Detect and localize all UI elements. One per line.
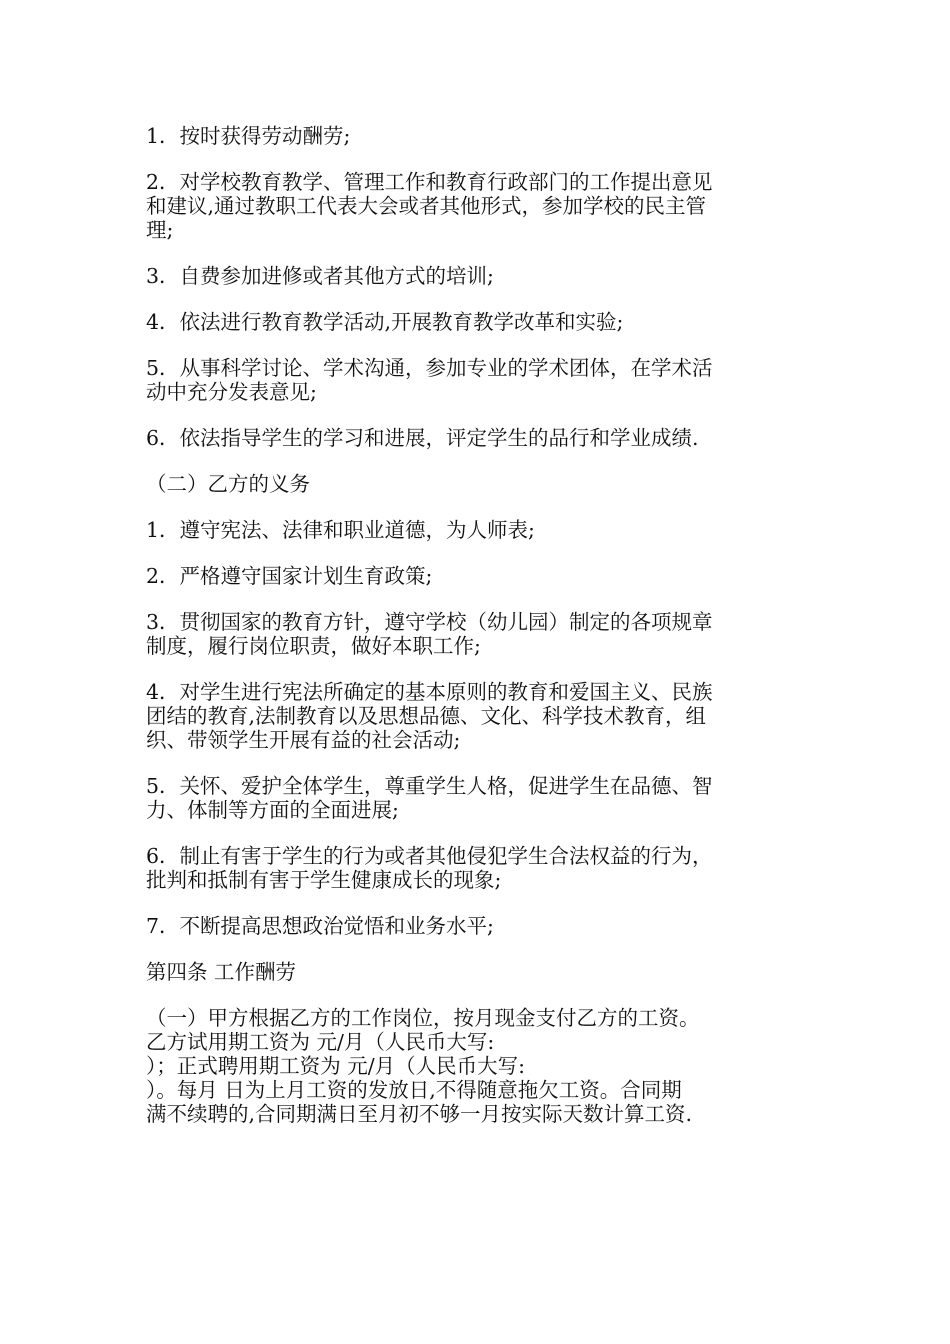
text-line: 乙方试用期工资为 元/月（人民币大写:: [146, 1030, 495, 1054]
paragraph-duty-4: [146, 680, 811, 752]
text-line: 动中充分发表意见;: [146, 380, 317, 404]
document-page: [146, 124, 811, 1126]
text-line: 3．自费参加进修或者其他方式的培训;: [146, 264, 494, 288]
text-line: 1．按时获得劳动酬劳;: [146, 124, 351, 148]
text-line: 5．从事科学讨论、学术沟通，参加专业的学术团体，在学术活: [146, 356, 713, 380]
text-line: 理;: [146, 218, 174, 242]
text-line: 织、带领学生开展有益的社会活动;: [146, 728, 461, 752]
text-line: 3．贯彻国家的教育方针，遵守学校（幼儿园）制定的各项规章: [146, 610, 713, 634]
paragraph-right-1: [146, 124, 811, 148]
section-heading-obligations: [146, 472, 811, 496]
paragraph-right-4: [146, 310, 811, 334]
text-line: 4．对学生进行宪法所确定的基本原则的教育和爱国主义、民族: [146, 680, 713, 704]
paragraph-duty-5: [146, 774, 811, 822]
text-line: 1．遵守宪法、法律和职业道德，为人师表;: [146, 518, 535, 542]
paragraph-duty-6: [146, 844, 811, 892]
text-line: 6．依法指导学生的学习和进展，评定学生的品行和学业成绩.: [146, 426, 699, 450]
article-heading-compensation: [146, 960, 811, 984]
text-line: 4．依法进行教育教学活动,开展教育教学改革和实验;: [146, 310, 624, 334]
text-line: 2．对学校教育教学、管理工作和教育行政部门的工作提出意见: [146, 170, 713, 194]
text-line: ）；正式聘用期工资为 元/月（人民币大写:: [146, 1054, 526, 1078]
text-line: 满不续聘的,合同期满日至月初不够一月按实际天数计算工资.: [146, 1102, 693, 1126]
text-line: （一）甲方根据乙方的工作岗位，按月现金支付乙方的工资。: [146, 1006, 700, 1030]
paragraph-right-2: [146, 170, 811, 242]
text-line: 7．不断提高思想政治觉悟和业务水平;: [146, 914, 494, 938]
paragraph-right-5: [146, 356, 811, 404]
text-line: ）。每月 日为上月工资的发放日,不得随意拖欠工资。合同期: [146, 1078, 682, 1102]
paragraph-right-3: [146, 264, 811, 288]
paragraph-duty-1: [146, 518, 811, 542]
paragraph-duty-2: [146, 564, 811, 588]
text-line: 5．关怀、爱护全体学生，尊重学生人格，促进学生在品德、智: [146, 774, 713, 798]
text-line: 第四条 工作酬劳: [146, 960, 297, 984]
text-line: 力、体制等方面的全面进展;: [146, 798, 399, 822]
text-line: （二）乙方的义务: [146, 472, 310, 496]
paragraph-right-6: [146, 426, 811, 450]
text-line: 2．严格遵守国家计划生育政策;: [146, 564, 433, 588]
text-line: 批判和抵制有害于学生健康成长的现象;: [146, 868, 502, 892]
text-line: 和建议,通过教职工代表大会或者其他形式，参加学校的民主管: [146, 194, 707, 218]
text-line: 6．制止有害于学生的行为或者其他侵犯学生合法权益的行为，: [146, 844, 713, 868]
text-line: 制度，履行岗位职责，做好本职工作;: [146, 634, 481, 658]
text-line: 团结的教育,法制教育以及思想品德、文化、科学技术教育，组: [146, 704, 707, 728]
paragraph-compensation-1: [146, 1006, 811, 1126]
paragraph-duty-7: [146, 914, 811, 938]
paragraph-duty-3: [146, 610, 811, 658]
